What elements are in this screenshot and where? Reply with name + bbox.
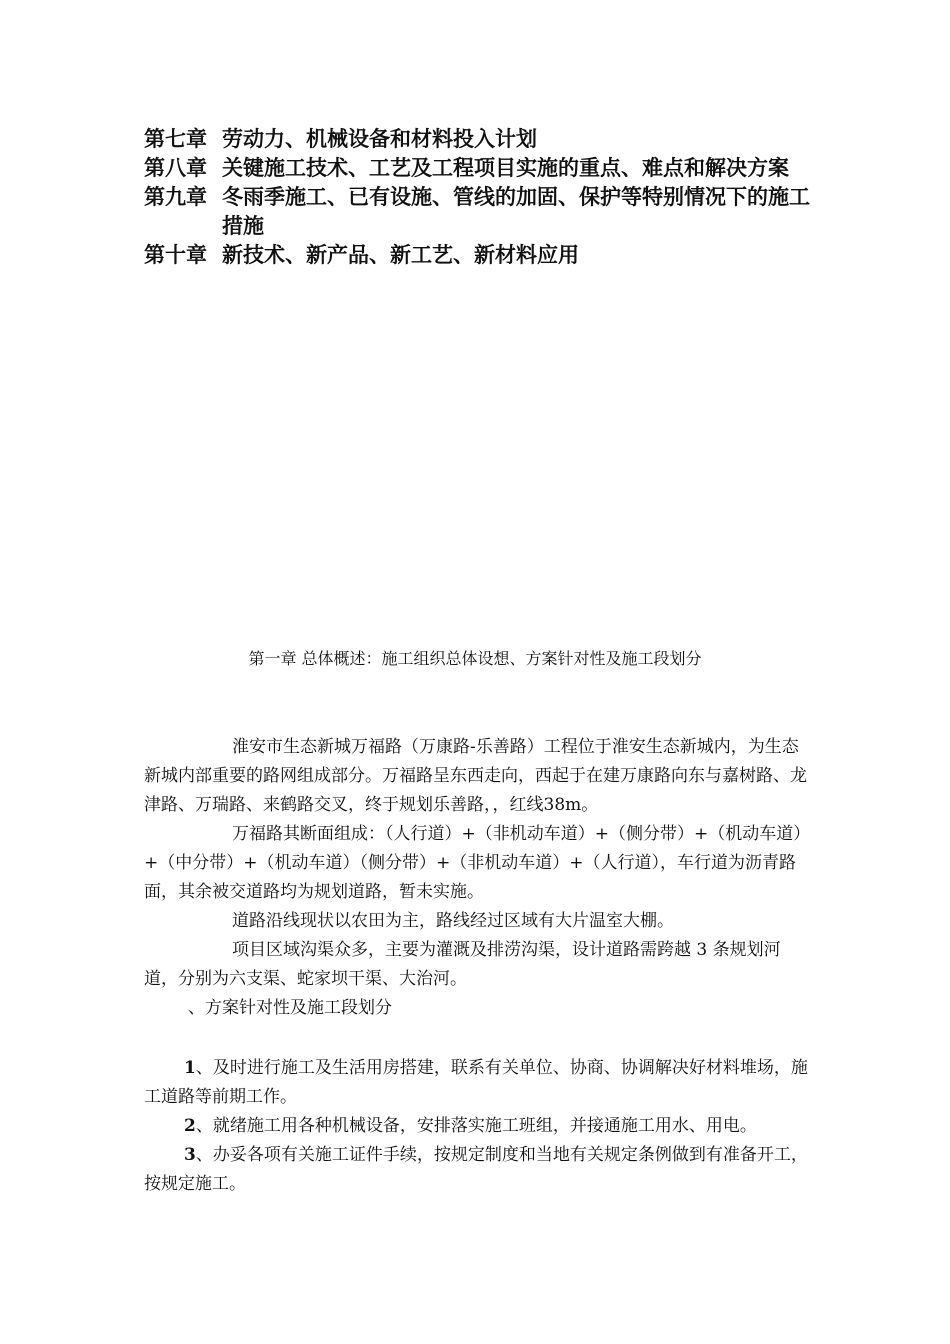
- toc-chapter-number: 第十章: [144, 242, 207, 267]
- body-paragraph: 道路沿线现状以农田为主，路线经过区域有大片温室大棚。: [232, 911, 674, 931]
- toc-chapter-number: 第九章: [144, 184, 207, 209]
- table-of-contents: [144, 124, 824, 269]
- body-paragraph: 项目区域沟渠众多，主要为灌溉及排涝沟渠，设计道路需跨越 3 条规划河道，分别为六支渠、蛇家坝干渠、大治河。: [144, 940, 781, 989]
- item-text: 、就绪施工用各种机械设备，安排落实施工班组，并接通施工用水、用电。: [195, 1116, 757, 1136]
- toc-entry: [144, 240, 824, 269]
- toc-entry: [144, 182, 824, 240]
- item-number: 3: [184, 1145, 196, 1165]
- body-paragraph: 万福路其断面组成：（人行道）+（非机动车道）+（侧分带）+（机动车道）+（中分带）+（机动车道）（侧分带）+（非机动车道）+（人行道），车行道为沥青路面，其余被交道路均为规划道路，暂未实施。: [144, 824, 811, 902]
- spacer: [144, 1023, 812, 1054]
- body-paragraph: 淮安市生态新城万福路（万康路-乐善路）工程位于淮安生态新城内，为生态新城内部重要的路网组成部分。万福路呈东西走向，西起于在建万康路向东与嘉树路、龙津路、万瑞路、来鹤路交叉，终于规划乐善路，，红线38m。: [144, 737, 807, 815]
- item-text: 、及时进行施工及生活用房搭建，联系有关单位、协商、协调解决好材料堆场，施工道路等前期工作。: [144, 1058, 808, 1107]
- chapter-heading: 第一章 总体概述：施工组织总体设想、方案针对性及施工段划分: [248, 649, 702, 668]
- item-number: 2: [184, 1116, 196, 1136]
- toc-chapter-title: 关键施工技术、工艺及工程项目实施的重点、难点和解决方案: [222, 155, 789, 180]
- item-text: 、办妥各项有关施工证件手续，按规定制度和当地有关规定条例做到有准备开工，按规定施工。: [144, 1145, 808, 1194]
- toc-chapter-title: 劳动力、机械设备和材料投入计划: [222, 126, 537, 151]
- document-body: [144, 733, 812, 1199]
- toc-chapter-title: 冬雨季施工、已有设施、管线的加固、保护等特别情况下的施工措施: [222, 184, 810, 238]
- numbered-item: [144, 1141, 812, 1199]
- toc-chapter-title: 新技术、新产品、新工艺、新材料应用: [222, 242, 579, 267]
- item-number: 1: [184, 1058, 196, 1078]
- toc-chapter-number: 第八章: [144, 155, 207, 180]
- toc-entry: [144, 153, 824, 182]
- numbered-item: [144, 1054, 812, 1112]
- section-title: 、方案针对性及施工段划分: [188, 998, 392, 1018]
- toc-entry: [144, 124, 824, 153]
- toc-chapter-number: 第七章: [144, 126, 207, 151]
- numbered-item: [144, 1112, 812, 1141]
